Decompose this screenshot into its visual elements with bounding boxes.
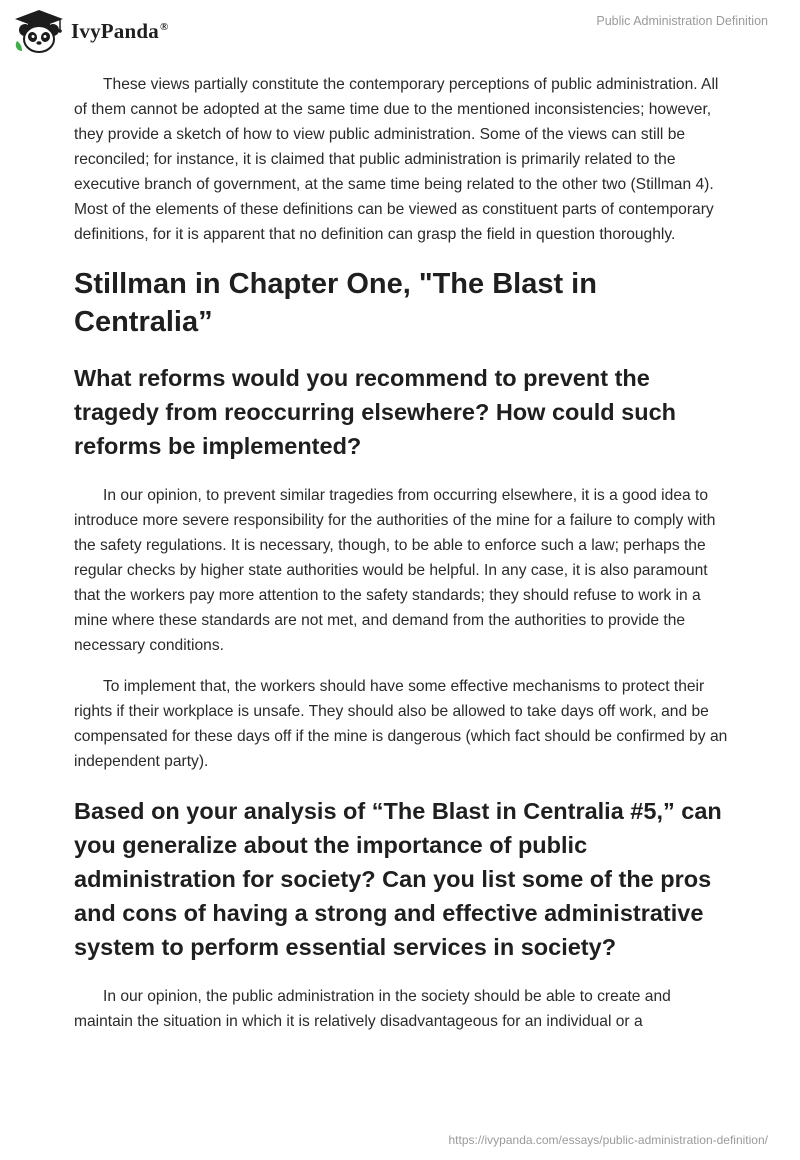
paragraph: In our opinion, to prevent similar tragedies from occurring elsewhere, it is a good idea to introduce more severe responsibility for the authorities of the mine for a failure to comply with the safety regulations. It is necessary, though, to be able to enforce such a law; perhaps the regular checks by higher state authorities would be helpful. In any case, it is also paramount that the workers pay more attention to the safety standards; they should refuse to work in a mine where these standards are not met, and demand from the authorities to provide the necessary conditions. — [74, 487, 716, 654]
page-header — [0, 0, 800, 60]
ivypanda-logo[interactable] — [13, 8, 168, 54]
question-heading: Based on your analysis of “The Blast in Centralia #5,” can you generalize about the importance of public administration for society? Can you list some of the pros and cons of having a strong and effective administrative system to perform essential services in society? — [74, 798, 722, 960]
panda-graduate-icon — [13, 8, 65, 54]
registered-mark: ® — [159, 20, 169, 33]
section-heading: Stillman in Chapter One, "The Blast in Centralia” — [74, 268, 597, 338]
essay-content — [74, 72, 728, 1050]
paragraph: In our opinion, the public administration in the society should be able to create and maintain the situation in which it is relatively disadvantageous for an individual or a — [74, 988, 671, 1030]
document-title: Public Administration Definition — [596, 14, 768, 28]
brand-name: IvyPanda® — [71, 18, 169, 43]
question-heading: What reforms would you recommend to prevent the tragedy from reoccurring elsewhere? How could such reforms be implemented? — [74, 365, 677, 459]
paragraph: These views partially constitute the contemporary perceptions of public administration. All of them cannot be adopted at the same time due to the mentioned inconsistencies; however, they provide a sketch of how to view public administration. Some of the views can still be reconciled; for instance, it is claimed that public administration is primarily related to the executive branch of government, at the same time being related to the other two (Stillman 4). Most of the elements of these definitions can be viewed as constituent parts of contemporary definitions, for it is apparent that no definition can grasp the field in question thoroughly. — [74, 76, 719, 243]
paragraph: To implement that, the workers should have some effective mechanisms to protect their rights if their workplace is unsafe. They should also be allowed to take days off work, and be compensated for these days off if the mine is dangerous (which fact should be confirmed by an independent party). — [74, 678, 728, 770]
source-url[interactable]: https://ivypanda.com/essays/public-administration-definition/ — [448, 1133, 768, 1147]
